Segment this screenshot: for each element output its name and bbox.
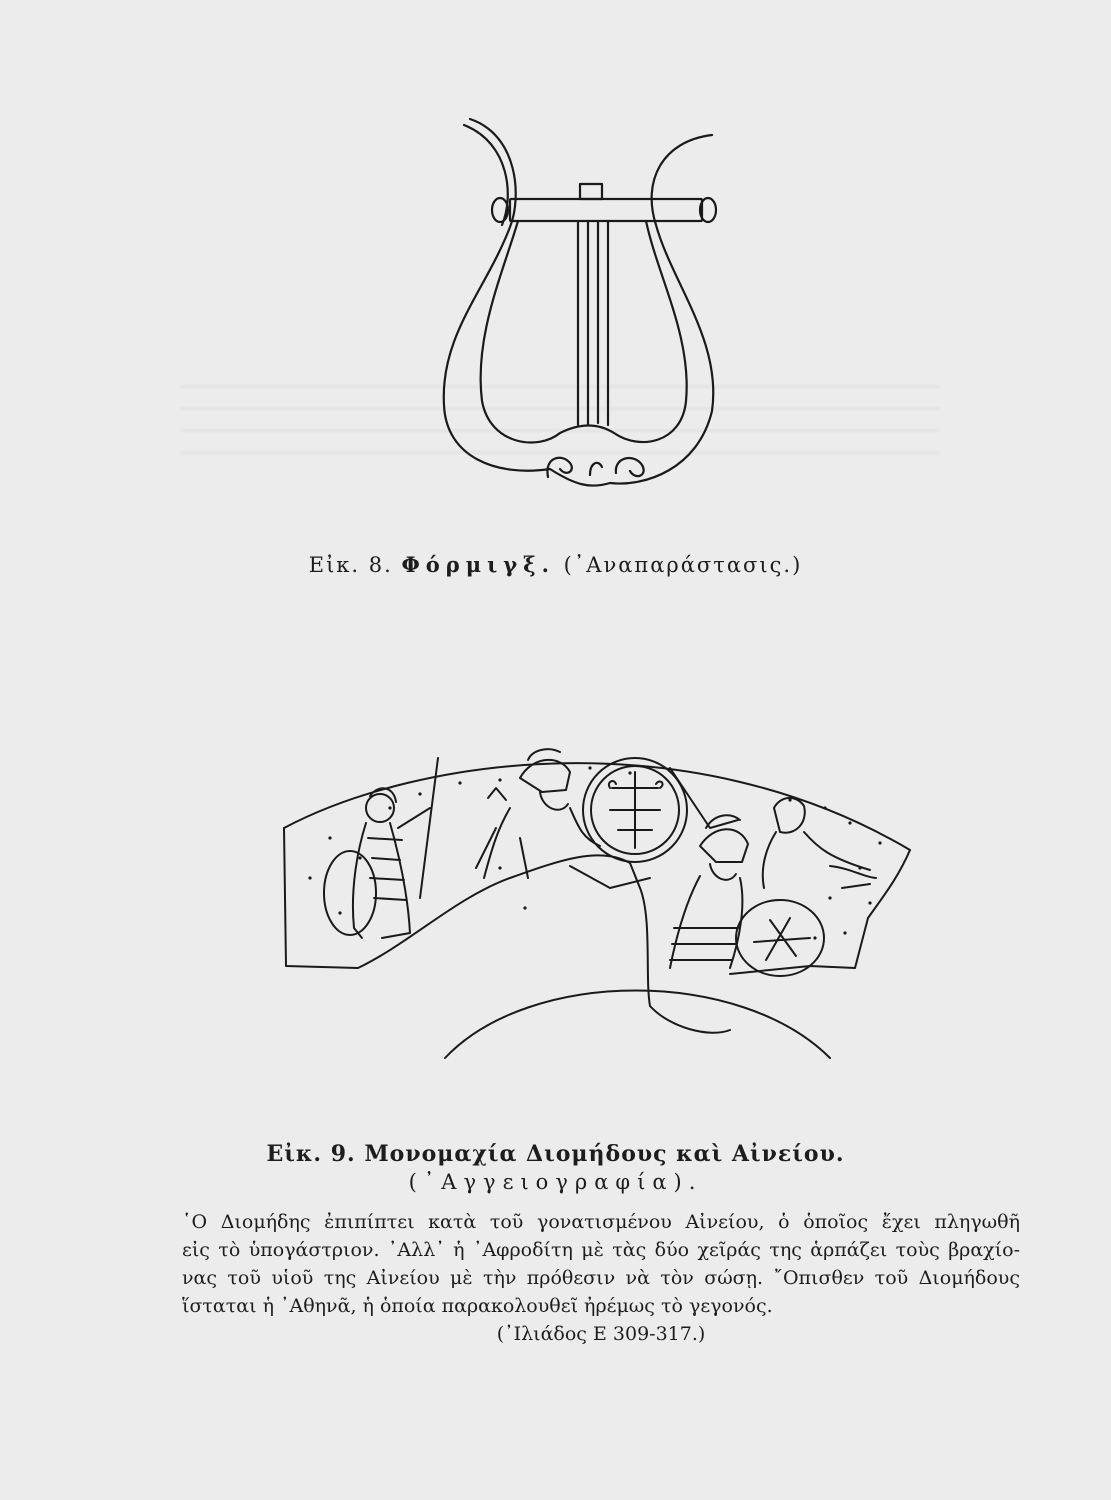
iliad-reference: (᾿Ιλιάδος Ε 309-317.) [496, 1323, 706, 1345]
figure8-caption [0, 552, 1111, 577]
description-line: νας τοῦ υἱοῦ της Αἰνείου μὲ τὴν πρόθεσιν νὰ τὸν σώσῃ. ῎Οπισθεν τοῦ Διομήδους [182, 1267, 1020, 1289]
figure9-description [182, 1208, 1020, 1348]
figure8-note: (᾿Αναπαράστασις.) [563, 553, 803, 577]
figure9-caption-subtitle: (᾿Αγγειογραφία). [408, 1170, 703, 1194]
description-line: ἵσταται ἡ ᾿Αθηνᾶ, ἡ ὁποία παρακολουθεῖ ἠρέμως τὸ γεγονός. [182, 1295, 773, 1317]
lyre-illustration [430, 105, 730, 505]
figure8-label: Εἰκ. 8. [308, 553, 393, 577]
vase-painting-illustration [270, 728, 920, 1068]
description-line: ῾Ο Διομήδης ἐπιπίπτει κατὰ τοῦ γονατισμένου Αἰνείου, ὁ ὁποῖος ἔχει πληγωθῆ [182, 1211, 1020, 1233]
description-line: εἰς τὸ ὑπογάστριον. ᾿Αλλ᾿ ἡ ᾿Αφροδίτη μὲ τὰς δύο χεῖράς της ἁρπάζει τοὺς βραχίο- [182, 1239, 1020, 1261]
figure8-title: Φόρμιγξ. [401, 552, 555, 577]
figure9-caption-title: Εἰκ. 9. Μονομαχία Διομήδους καὶ Αἰνείου. [266, 1141, 845, 1167]
